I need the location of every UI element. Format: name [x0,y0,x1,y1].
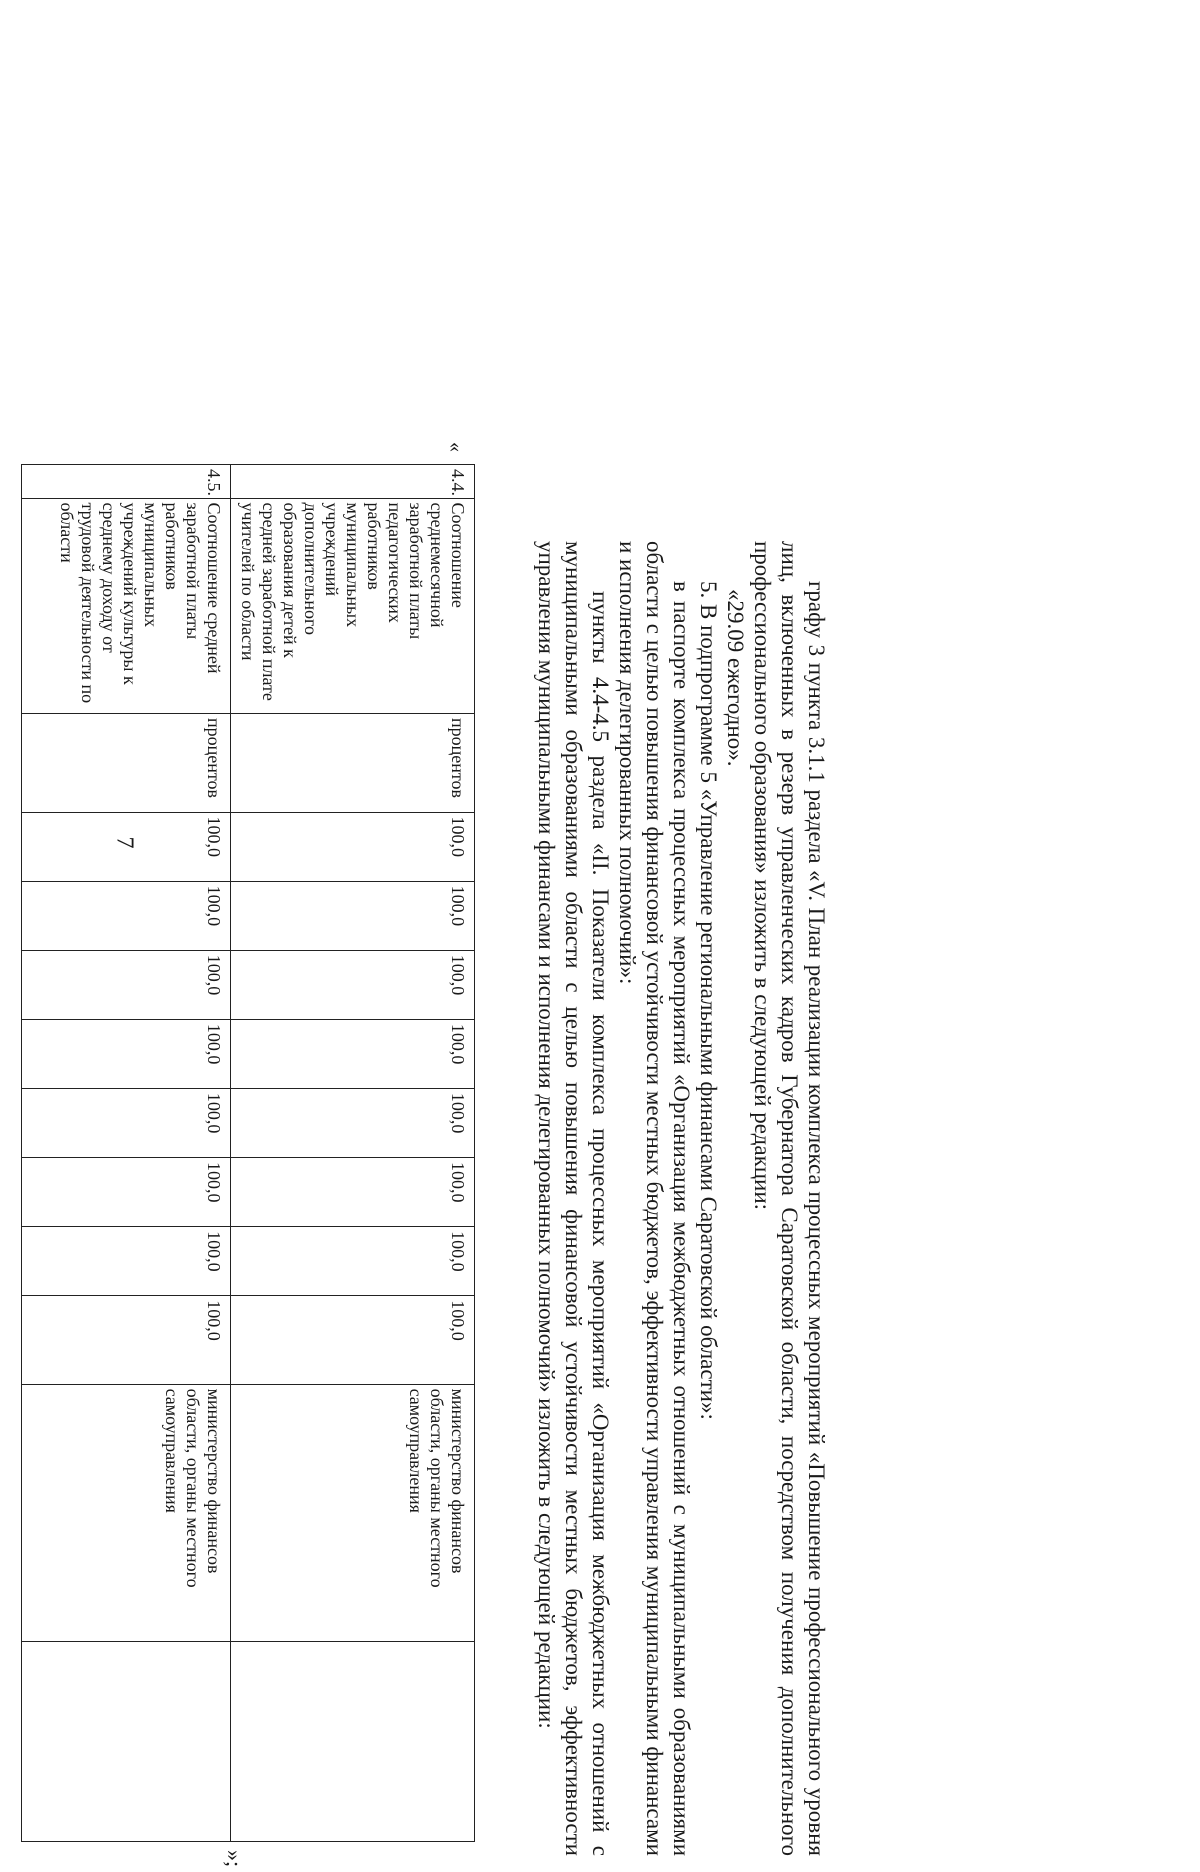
value-cell: 100,0 [231,1296,475,1384]
paragraph-passport: в паспорте комплекса процессных мероприятий «Организация межбюджетных отношений с муниципальными образованиями области с целью повышения финансовой устойчивости местных бюджетов, эффективности управления муниципальными финансами и исполнения делегированных полномочий»: [615,541,694,1856]
quote-close: »; [222,1850,247,1868]
value-cell: 100,0 [22,1088,231,1157]
value-cell: 100,0 [231,1158,475,1227]
rotated-content [57,441,930,1871]
value-cell: 100,0 [231,1019,475,1088]
empty-cell [22,1641,231,1841]
value-cell: 100,0 [22,881,231,950]
unit-cell: процентов [22,713,231,812]
responsible-cell: министерство финансов области, органы местного самоуправления [22,1384,231,1641]
paragraph-date: «29.09 ежегодно». [723,589,748,767]
indicator-name: Соотношение среднемесячной заработной платы педагогических работников муниципальных учреждений дополнительного образования детей к средней заработной плате учителей по области [231,498,475,713]
paragraph-amendment-3-1-1: графу 3 пункта 3.1.1 раздела «V. План реализации комплекса процессных мероприятий «Повышение профессионального уровня лиц, включенных в резерв управленческих кадров Губернатора Саратовской области, посредством получения дополнительного профессионального образования» изложить в следующей редакции: [750,541,829,1856]
value-cell: 100,0 [231,1088,475,1157]
value-cell: 100,0 [22,812,231,881]
value-cell: 100,0 [231,1227,475,1296]
row-number: 4.4. [231,465,475,499]
value-cell: 100,0 [22,1227,231,1296]
value-cell: 100,0 [22,950,231,1019]
empty-cell [231,1641,475,1841]
paragraph-subprogram-5: 5. В подпрограмме 5 «Управление региональными финансами Саратовской области»: [696,581,721,1420]
row-number: 4.5. [22,465,231,499]
table-row [231,465,475,1842]
value-cell: 100,0 [231,950,475,1019]
page-number: 7 [111,836,138,849]
value-cell: 100,0 [231,812,475,881]
indicator-name: Соотношение средней заработной платы работников муниципальных учреждений культуры к среднему доходу от трудовой деятельности по области [22,498,231,713]
responsible-cell: министерство финансов области, органы местного самоуправления [231,1384,475,1641]
quote-open: « [445,442,467,452]
table-row [22,465,231,1842]
value-cell: 100,0 [22,1019,231,1088]
indicators-table [21,464,475,1842]
unit-cell: процентов [231,713,475,812]
value-cell: 100,0 [22,1158,231,1227]
text-block [533,541,830,1856]
value-cell: 100,0 [231,881,475,950]
paragraph-points-4-4-4-5: пункты 4.4-4.5 раздела «II. Показатели комплекса процессных мероприятий «Организация межбюджетных отношений с муниципальными образованиями области с целью повышения финансовой устойчивости местных бюджетов, эффективности управления муниципальными финансами и исполнения делегированных полномочий» изложить в следующей редакции: [534,541,613,1856]
value-cell: 100,0 [22,1296,231,1384]
